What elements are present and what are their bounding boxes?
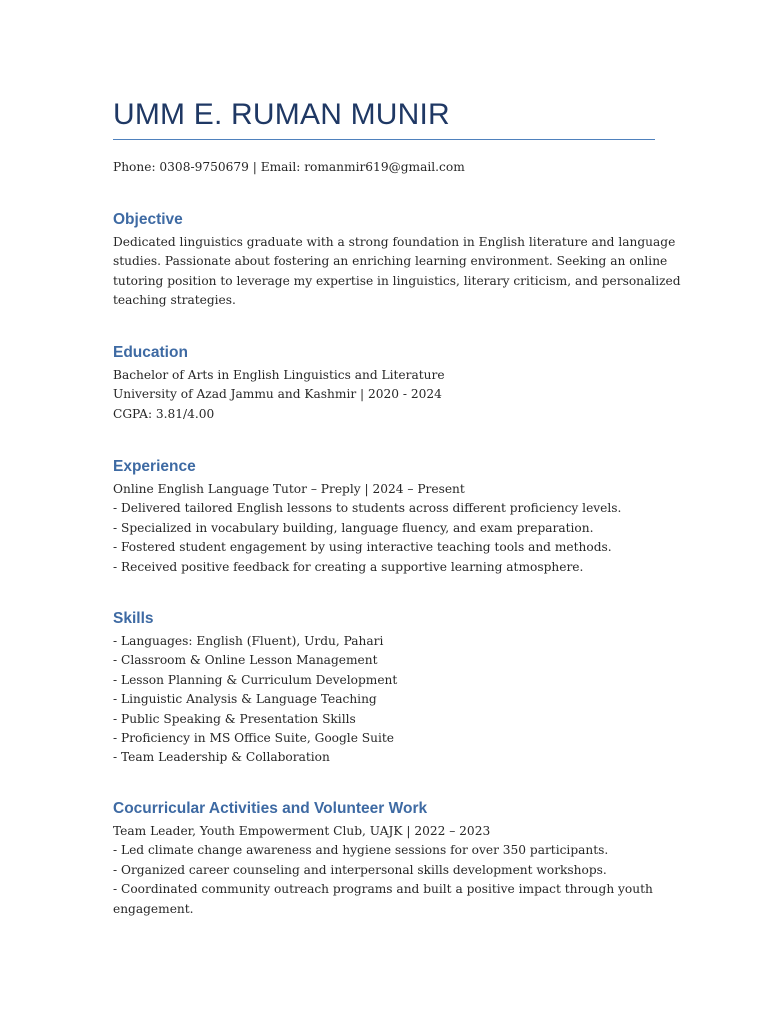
resume-name: UMM E. RUMAN MUNIR xyxy=(113,98,450,131)
objective-section xyxy=(113,210,681,311)
education-university: University of Azad Jammu and Kashmir | 2020 - 2024 xyxy=(113,387,442,402)
education-cgpa: CGPA: 3.81/4.00 xyxy=(113,406,215,421)
objective-line: Dedicated linguistics graduate with a strong foundation in English literature and language xyxy=(113,235,676,249)
objective-text xyxy=(113,233,681,311)
objective-line: studies. Passionate about fostering an enriching learning environment. Seeking an online xyxy=(113,254,668,269)
skill-item: - Public Speaking & Presentation Skills xyxy=(113,711,356,726)
activities-role: Team Leader, Youth Empowerment Club, UAJK | 2022 – 2023 xyxy=(113,824,491,838)
skill-item: - Linguistic Analysis & Language Teaching xyxy=(113,692,377,707)
activities-bullet-continued: engagement. xyxy=(113,901,194,916)
skills-section xyxy=(113,609,655,768)
activities-bullet: - Led climate change awareness and hygiene sessions for over 350 participants. xyxy=(113,843,609,858)
experience-role: Online English Language Tutor – Preply | 2024 – Present xyxy=(113,482,465,496)
contact-line: Phone: 0308-9750679 | Email: romanmir619@gmail.com xyxy=(113,160,465,174)
experience-heading: Experience xyxy=(113,458,196,475)
skills-heading: Skills xyxy=(113,610,154,627)
education-heading: Education xyxy=(113,344,188,361)
objective-line: tutoring position to leverage my expertise in linguistics, literary criticism, and personalized xyxy=(113,273,681,288)
skill-item: - Lesson Planning & Curriculum Development xyxy=(113,672,398,687)
skill-item: - Classroom & Online Lesson Management xyxy=(113,653,378,668)
activities-text xyxy=(113,822,655,919)
activities-bullet: - Coordinated community outreach programs and built a positive impact through youth xyxy=(113,882,653,897)
objective-line: teaching strategies. xyxy=(113,293,236,308)
activities-heading: Cocurricular Activities and Volunteer Work xyxy=(113,800,428,817)
title-underline xyxy=(113,139,655,140)
skill-item: - Proficiency in MS Office Suite, Google Suite xyxy=(113,731,394,746)
activities-section xyxy=(113,799,655,919)
education-degree: Bachelor of Arts in English Linguistics and Literature xyxy=(113,368,445,382)
experience-bullet: - Specialized in vocabulary building, language fluency, and exam preparation. xyxy=(113,520,594,535)
education-text xyxy=(113,366,655,424)
experience-bullet: - Fostered student engagement by using interactive teaching tools and methods. xyxy=(113,540,612,555)
skills-list xyxy=(113,632,655,768)
education-section xyxy=(113,343,655,424)
experience-text xyxy=(113,480,655,577)
skill-item: - Team Leadership & Collaboration xyxy=(113,750,330,765)
activities-bullet: - Organized career counseling and interpersonal skills development workshops. xyxy=(113,862,607,877)
experience-section xyxy=(113,457,655,577)
objective-heading: Objective xyxy=(113,211,183,228)
skill-item: - Languages: English (Fluent), Urdu, Pahari xyxy=(113,634,384,648)
experience-bullet: - Delivered tailored English lessons to students across different proficiency levels. xyxy=(113,501,622,516)
experience-bullet: - Received positive feedback for creating a supportive learning atmosphere. xyxy=(113,559,584,574)
